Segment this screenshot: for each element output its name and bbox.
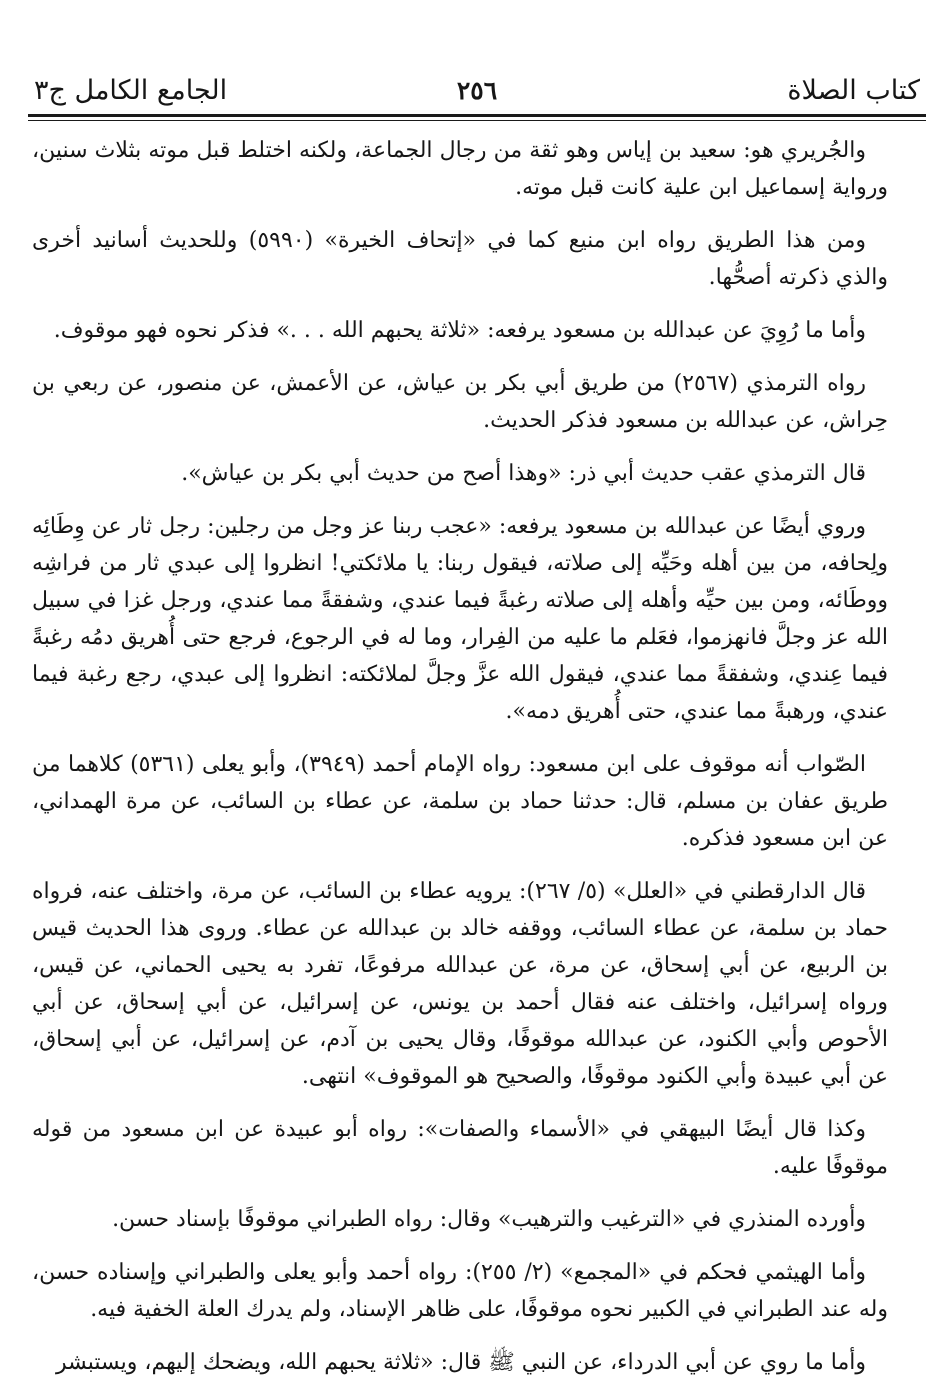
paragraph: والجُريري هو: سعيد بن إياس وهو ثقة من رجال الجماعة، ولكنه اختلط قبل موته بثلاث سنين، ورواية إسماعيل ابن علية كانت قبل موته. [32,138,888,200]
paragraph: ومن هذا الطريق رواه ابن منيع كما في «إتحاف الخيرة» (٥٩٩٠) وللحديث أسانيد أخرى والذي ذكرته أصحُّها. [32,228,888,290]
paragraph: رواه الترمذي (٢٥٦٧) من طريق أبي بكر بن عياش، عن الأعمش، عن منصور، عن ربعي بن حِراش، عن عبدالله بن مسعود فذكر الحديث. [32,371,888,433]
page-header [28,70,926,114]
paragraph: وأورده المنذري في «الترغيب والترهيب» وقال: رواه الطبراني موقوفًا بإسناد حسن. [112,1207,866,1232]
book-title: الجامع الكامل ج٣ [34,75,228,106]
paragraph: وأما ما رُوِيَ عن عبدالله بن مسعود يرفعه: «ثلاثة يحبهم الله . . .» فذكر نحوه فهو موقوف. [53,318,866,343]
header-rule-thick [28,114,926,117]
header-rule-thin [28,120,926,121]
paragraph: الصّواب أنه موقوف على ابن مسعود: رواه الإمام أحمد (٣٩٤٩)، وأبو يعلى (٥٣٦١) كلاهما من طريق عفان بن مسلم، قال: حدثنا حماد بن سلمة، عن عطاء بن السائب، عن مرة الهمداني، عن ابن مسعود فذكره. [32,752,888,851]
paragraph: قال الترمذي عقب حديث أبي ذر: «وهذا أصح من حديث أبي بكر بن عياش». [181,461,866,486]
paragraph: قال الدارقطني في «العلل» (٥/ ٢٦٧): يرويه عطاء بن السائب، عن مرة، واختلف عنه، فرواه حماد بن سلمة، عن عطاء السائب، ووقفه خالد بن عبدالله عن عطاء. وروى هذا الحديث قيس بن الربيع، عن أبي إسحاق، عن مرة، عن عبدالله مرفوعًا، تفرد به يحيى الحماني، عن قيس، ورواه إسرائيل، واختلف عنه فقال أحمد بن يونس، عن إسرائيل، عن أبي إسحاق، عن أبي الأحوص وأبي الكنود، عن عبدالله موقوفًا، وقال يحيى بن آدم، عن إسرائيل، عن أبي إسحاق، عن أبي عبيدة وأبي الكنود موقوفًا، والصحيح هو الموقوف» انتهى. [32,879,888,1089]
chapter-title: كتاب الصلاة [787,75,920,106]
paragraph: وأما الهيثمي فحكم في «المجمع» (٢/ ٢٥٥): رواه أحمد وأبو يعلى والطبراني وإسناده حسن، وله عند الطبراني في الكبير نحوه موقوفًا، على ظاهر الإسناد، ولم يدرك العلة الخفية فيه. [32,1260,888,1322]
paragraph: وأما ما روي عن أبي الدرداء، عن النبي ﷺ قال: «ثلاثة يحبهم الله، ويضحك إليهم، ويستبشر [55,1350,866,1375]
page-body [32,132,888,1382]
paragraph: وروي أيضًا عن عبدالله بن مسعود يرفعه: «عجب ربنا عز وجل من رجلين: رجل ثار عن وِطَائِه ولِحافه، من بين أهله وحَيِّه إلى صلاته، فيقول ربنا: يا ملائكتي! انظروا إلى عبدي ثار من فراشِه ووطَائه، ومن بين حيِّه وأهله إلى صلاته رغبةً فيما عندي، وشفقةً مما عندي، ورجل غزا في سبيل الله عز وجلَّ فانهزموا، فعَلم ما عليه من الفِرار، وما له في الرجوع، فرجع حتى أُهريق دمُه رغبةً فيما عِندي، وشفقةً مما عندي، فيقول الله عزَّ وجلَّ لملائكته: انظروا إلى عبدي، رجع رغبة فيما عندي، ورهبةً مما عندي، حتى أُهريق دمه». [32,514,888,724]
paragraph: وكذا قال أيضًا البيهقي في «الأسماء والصفات»: رواه أبو عبيدة عن ابن مسعود من قوله موقوفًا عليه. [32,1117,888,1179]
page-number: ٢٥٦ [456,76,498,105]
